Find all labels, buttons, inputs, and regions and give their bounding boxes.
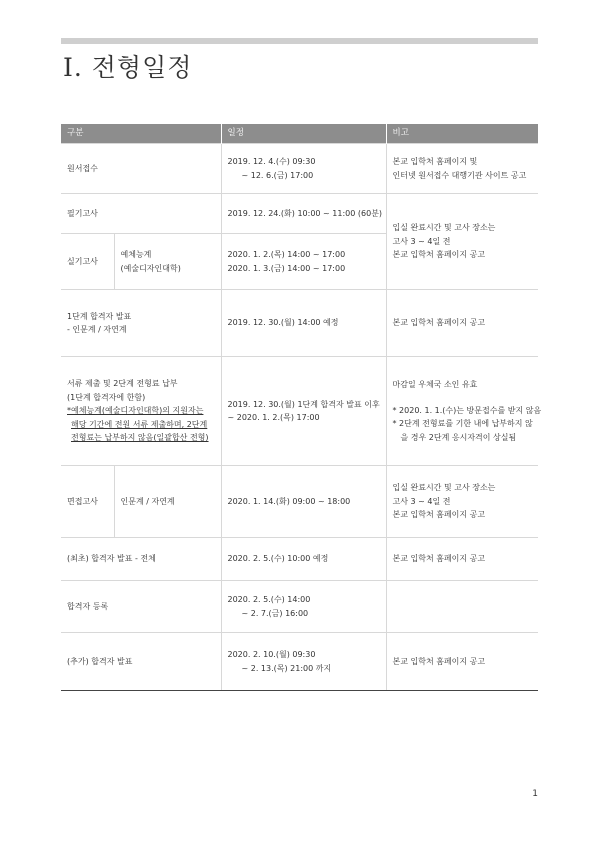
table-row: [61, 357, 538, 466]
table-row: [61, 538, 538, 581]
row-category: 면접고사: [61, 466, 114, 538]
row-category: (추가) 합격자 발표: [61, 633, 221, 691]
row-category: 필기고사: [61, 194, 221, 234]
row-note: 본교 입학처 홈페이지 및 인터넷 원서접수 대행기관 사이트 공고: [386, 144, 538, 194]
table-row: [61, 194, 538, 234]
schedule-table: [61, 124, 542, 691]
header-schedule: 일정: [221, 124, 386, 144]
row-category: 합격자 등록: [61, 581, 221, 633]
row-note: 입실 완료시간 및 고사 장소는 고사 3 ~ 4일 전 본교 입학처 홈페이지 공고: [386, 194, 538, 290]
row-category: 원서접수: [61, 144, 221, 194]
notice-text: 해당 기간에 전원 서류 제출하며, 2단계: [71, 419, 208, 429]
table-row: [61, 144, 538, 194]
page-title: Ⅰ. 전형일정: [63, 53, 193, 82]
row-note: 본교 입학처 홈페이지 공고: [386, 538, 538, 581]
page-number: 1: [532, 789, 538, 799]
row-category: (최초) 합격자 발표 - 전체: [61, 538, 221, 581]
table-header-row: [61, 124, 538, 144]
row-schedule: 2020. 2. 5.(수) 14:00 ~ 2. 7.(금) 16:00: [221, 581, 386, 633]
table-row: [61, 581, 538, 633]
row-note: 마감일 우체국 소인 유효 * 2020. 1. 1.(수)는 방문접수를 받지 않음 * 2단계 전형료를 기한 내에 납부하지 않 을 경우 2단계 응시자격이 상실됨: [386, 357, 538, 466]
table-row: [61, 290, 538, 357]
row-schedule: 2020. 2. 5.(수) 10:00 예정: [221, 538, 386, 581]
row-schedule: 2020. 1. 2.(목) 14:00 ~ 17:00 2020. 1. 3.(금) 14:00 ~ 17:00: [221, 234, 386, 290]
row-schedule: 2020. 2. 10.(월) 09:30 ~ 2. 13.(목) 21:00 까지: [221, 633, 386, 691]
table-row: [61, 466, 538, 538]
row-note: 입실 완료시간 및 고사 장소는 고사 3 ~ 4일 전 본교 입학처 홈페이지 공고: [386, 466, 538, 538]
row-schedule: 2019. 12. 30.(월) 1단계 합격자 발표 이후 ~ 2020. 1. 2.(목) 17:00: [221, 357, 386, 466]
row-category: 1단계 합격자 발표 - 인문계 / 자연계: [61, 290, 221, 357]
row-schedule: 2020. 1. 14.(화) 09:00 ~ 18:00: [221, 466, 386, 538]
header-note: 비고: [386, 124, 538, 144]
notice-text: 전형료는 납부하지 않음(일괄합산 전형): [71, 433, 209, 443]
row-note: 본교 입학처 홈페이지 공고: [386, 290, 538, 357]
row-subcategory: 예체능계 (예술디자인대학): [114, 234, 221, 290]
row-subcategory: 인문계 / 자연계: [114, 466, 221, 538]
row-category: 실기고사: [61, 234, 114, 290]
notice-text: *예체능계(예술디자인대학)의 지원자는: [67, 406, 204, 416]
row-schedule: 2019. 12. 24.(화) 10:00 ~ 11:00 (60분): [221, 194, 386, 234]
table-row: [61, 633, 538, 691]
title-bar-decoration: [61, 38, 538, 44]
row-note: 본교 입학처 홈페이지 공고: [386, 633, 538, 691]
row-category: 서류 제출 및 2단계 전형료 납부 (1단계 합격자에 한함) *예체능계(예술디자인대학)의 지원자는 해당 기간에 전원 서류 제출하며, 2단계 전형료는 납부하지 않음(일괄합산 전형): [61, 357, 221, 466]
row-schedule: 2019. 12. 30.(월) 14:00 예정: [221, 290, 386, 357]
row-schedule: 2019. 12. 4.(수) 09:30 ~ 12. 6.(금) 17:00: [221, 144, 386, 194]
header-category: 구분: [61, 124, 221, 144]
row-note: [386, 581, 538, 633]
